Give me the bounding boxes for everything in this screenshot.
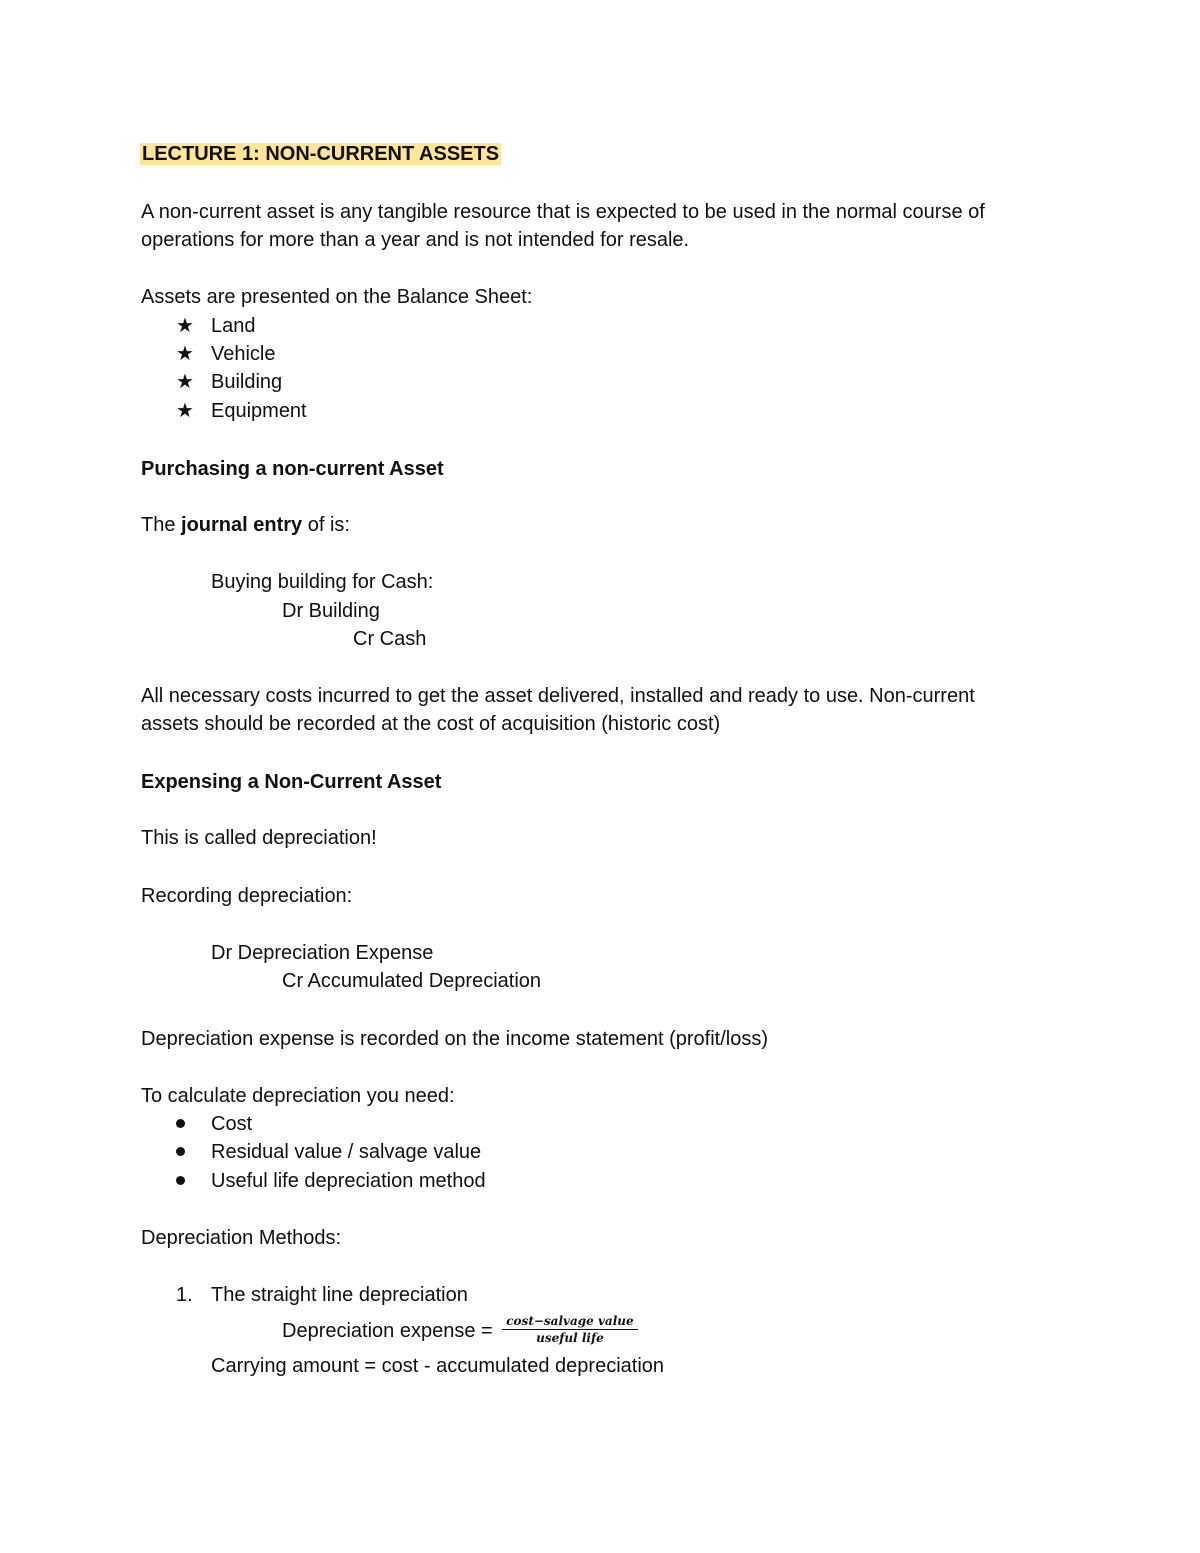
depreciation-credit: Cr Accumulated Depreciation (282, 970, 542, 992)
method-number: 1. (176, 1284, 193, 1306)
income-note: Depreciation expense is recorded on the income statement (profit/loss) (141, 1028, 768, 1050)
star-bullet-icon: ★ (176, 400, 194, 422)
star-bullet-icon: ★ (176, 371, 194, 393)
cost-line-1: All necessary costs incurred to get the asset delivered, installed and ready to use. Non-current (141, 685, 975, 707)
asset-item-equipment: Equipment (211, 400, 307, 422)
star-bullet-icon: ★ (176, 343, 194, 365)
bullet-dot-icon (176, 1167, 185, 1195)
depreciation-called: This is called depreciation! (141, 827, 377, 849)
purchase-example-label: Buying building for Cash: (211, 571, 434, 593)
methods-heading: Depreciation Methods: (141, 1227, 342, 1249)
page-title-text: LECTURE 1: NON-CURRENT ASSETS (142, 143, 500, 165)
depreciation-debit: Dr Depreciation Expense (211, 942, 434, 964)
depreciation-formula (282, 1316, 638, 1348)
expensing-heading: Expensing a Non-Current Asset (141, 771, 442, 793)
need-item-useful-life: Useful life depreciation method (211, 1170, 486, 1192)
formula-denominator: useful life (536, 1331, 604, 1345)
cost-line-2: assets should be recorded at the cost of acquisition (historic cost) (141, 713, 721, 735)
purchase-debit: Dr Building (282, 600, 380, 622)
journal-post: of is: (302, 514, 350, 536)
purchasing-heading: Purchasing a non-current Asset (141, 458, 444, 480)
method-straight-line: The straight line depreciation (211, 1284, 468, 1306)
asset-item-vehicle: Vehicle (211, 343, 276, 365)
need-item-residual: Residual value / salvage value (211, 1141, 482, 1163)
journal-pre: The (141, 514, 182, 536)
journal-entry-line (141, 511, 350, 539)
carrying-amount: Carrying amount = cost - accumulated depreciation (211, 1355, 665, 1377)
need-heading: To calculate depreciation you need: (141, 1085, 455, 1107)
asset-item-building: Building (211, 371, 283, 393)
recording-label: Recording depreciation: (141, 885, 353, 907)
journal-bold: journal entry (181, 514, 303, 536)
formula-numerator: cost−salvage value (502, 1314, 637, 1330)
assets-heading: Assets are presented on the Balance Sheet: (141, 286, 533, 308)
bullet-dot-icon (176, 1138, 185, 1166)
page-title (140, 140, 501, 168)
intro-line-1: A non-current asset is any tangible resource that is expected to be used in the normal course of (141, 201, 985, 223)
intro-line-2: operations for more than a year and is not intended for resale. (141, 229, 690, 251)
formula-fraction (502, 1314, 637, 1345)
need-item-cost: Cost (211, 1113, 253, 1135)
bullet-dot-icon (176, 1110, 185, 1138)
star-bullet-icon: ★ (176, 315, 194, 337)
asset-item-land: Land (211, 315, 256, 337)
formula-label: Depreciation expense = (282, 1319, 499, 1342)
purchase-credit: Cr Cash (353, 628, 427, 650)
